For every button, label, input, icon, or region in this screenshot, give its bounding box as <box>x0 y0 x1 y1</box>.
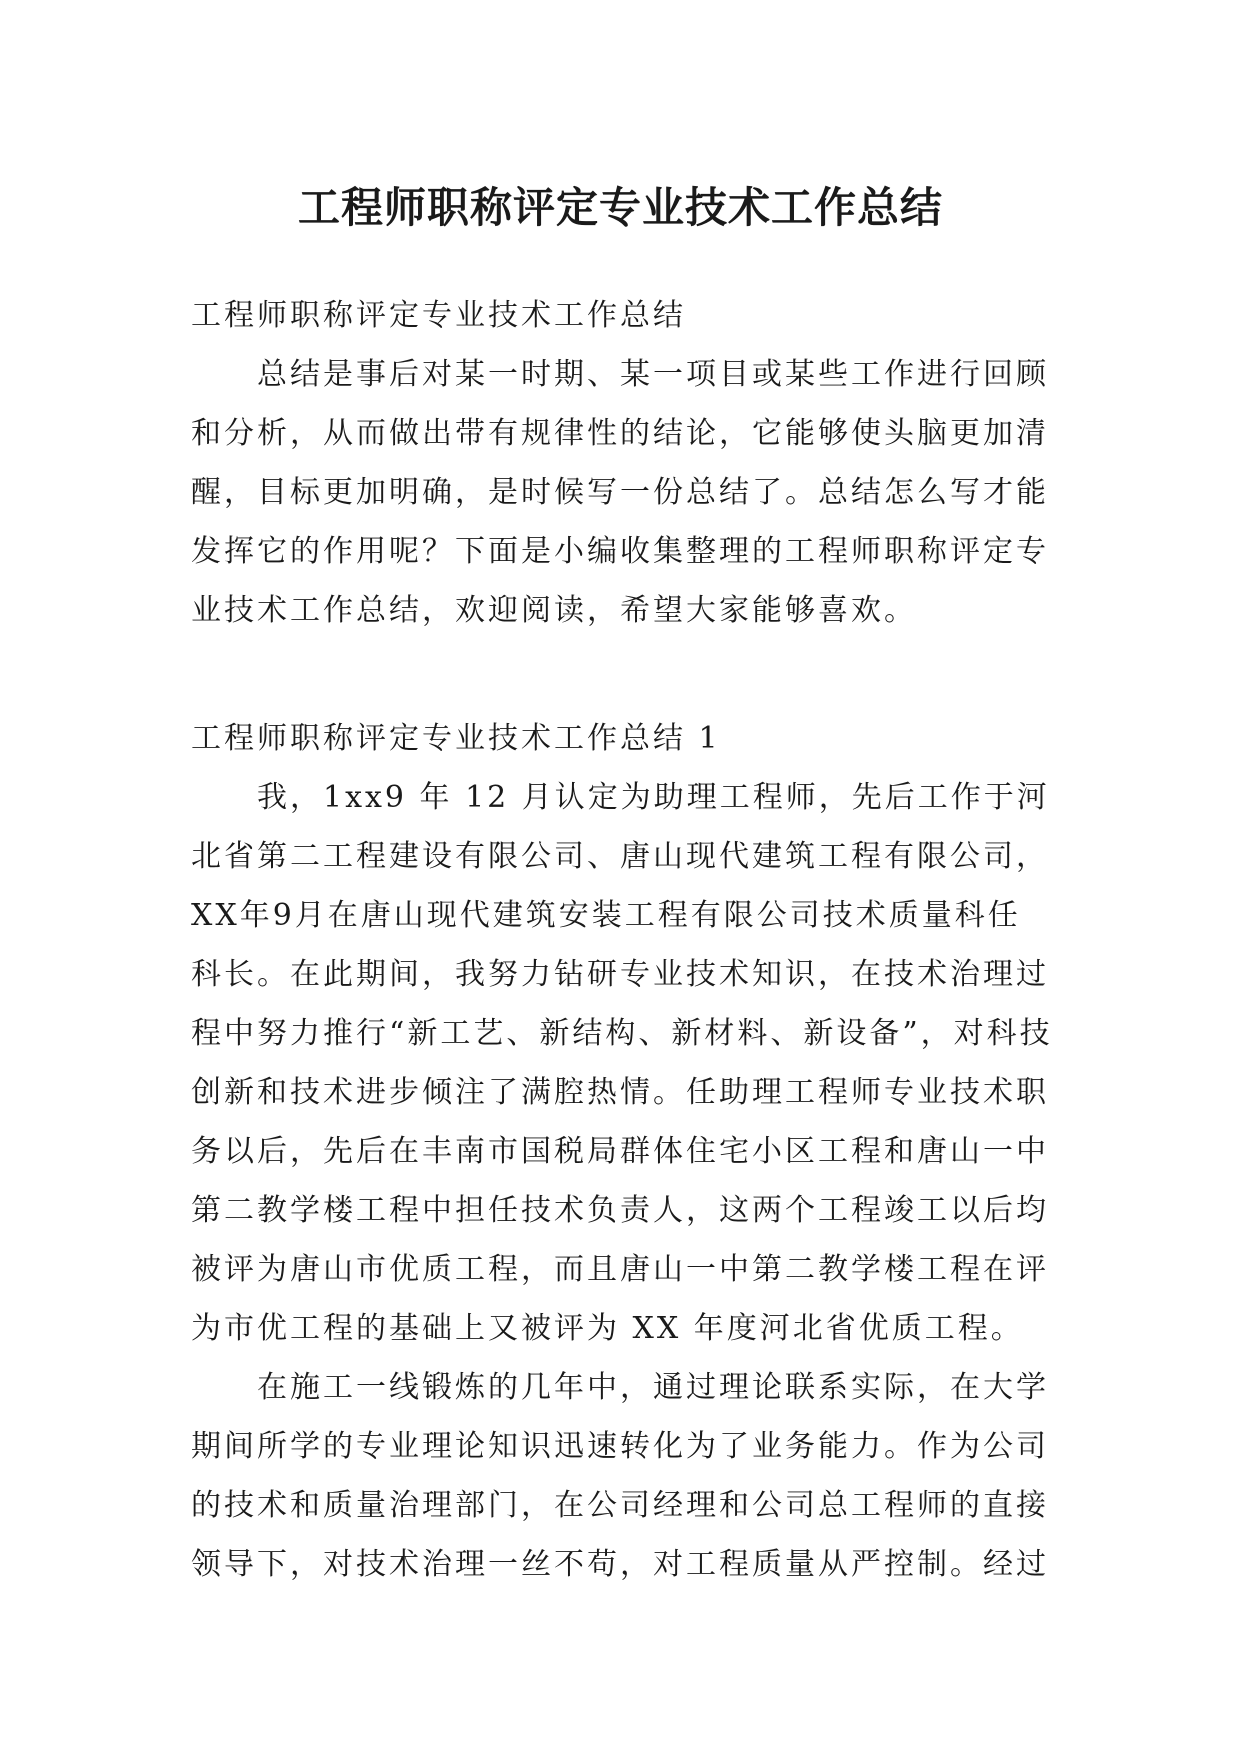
section-spacer <box>191 640 1053 709</box>
section-paragraph-1: 我，1xx9 年 12 月认定为助理工程师，先后工作于河北省第二工程建设有限公司、唐山现代建筑工程有限公司，XX年9月在唐山现代建筑安装工程有限公司技术质量科任科长。在此期间，我努力钻研专业技术知识，在技术治理过程中努力推行“新工艺、新结构、新材料、新设备”，对科技创新和技术进步倾注了满腔热情。任助理工程师专业技术职务以后，先后在丰南市国税局群体住宅小区工程和唐山一中第二教学楼工程中担任技术负责人，这两个工程竣工以后均被评为唐山市优质工程，而且唐山一中第二教学楼工程在评为市优工程的基础上又被评为 XX 年度河北省优质工程。 <box>191 780 1053 1346</box>
section-paragraph-2: 在施工一线锻炼的几年中，通过理论联系实际，在大学期间所学的专业理论知识迅速转化为了业务能力。作为公司的技术和质量治理部门，在公司经理和公司总工程师的直接领导下，对技术治理一丝不苟，对工程质量从严控制。经过 <box>191 1370 1049 1582</box>
document-subtitle: 工程师职称评定专业技术工作总结 <box>191 298 686 333</box>
intro-paragraph: 总结是事后对某一时期、某一项目或某些工作进行回顾和分析，从而做出带有规律性的结论，它能够使头脑更加清醒，目标更加明确，是时候写一份总结了。总结怎么写才能发挥它的作用呢？下面是小编收集整理的工程师职称评定专业技术工作总结，欢迎阅读，希望大家能够喜欢。 <box>191 357 1049 628</box>
document-body <box>191 286 1053 1594</box>
document-title: 工程师职称评定专业技术工作总结 <box>297 183 943 233</box>
section-heading: 工程师职称评定专业技术工作总结 1 <box>191 721 721 756</box>
